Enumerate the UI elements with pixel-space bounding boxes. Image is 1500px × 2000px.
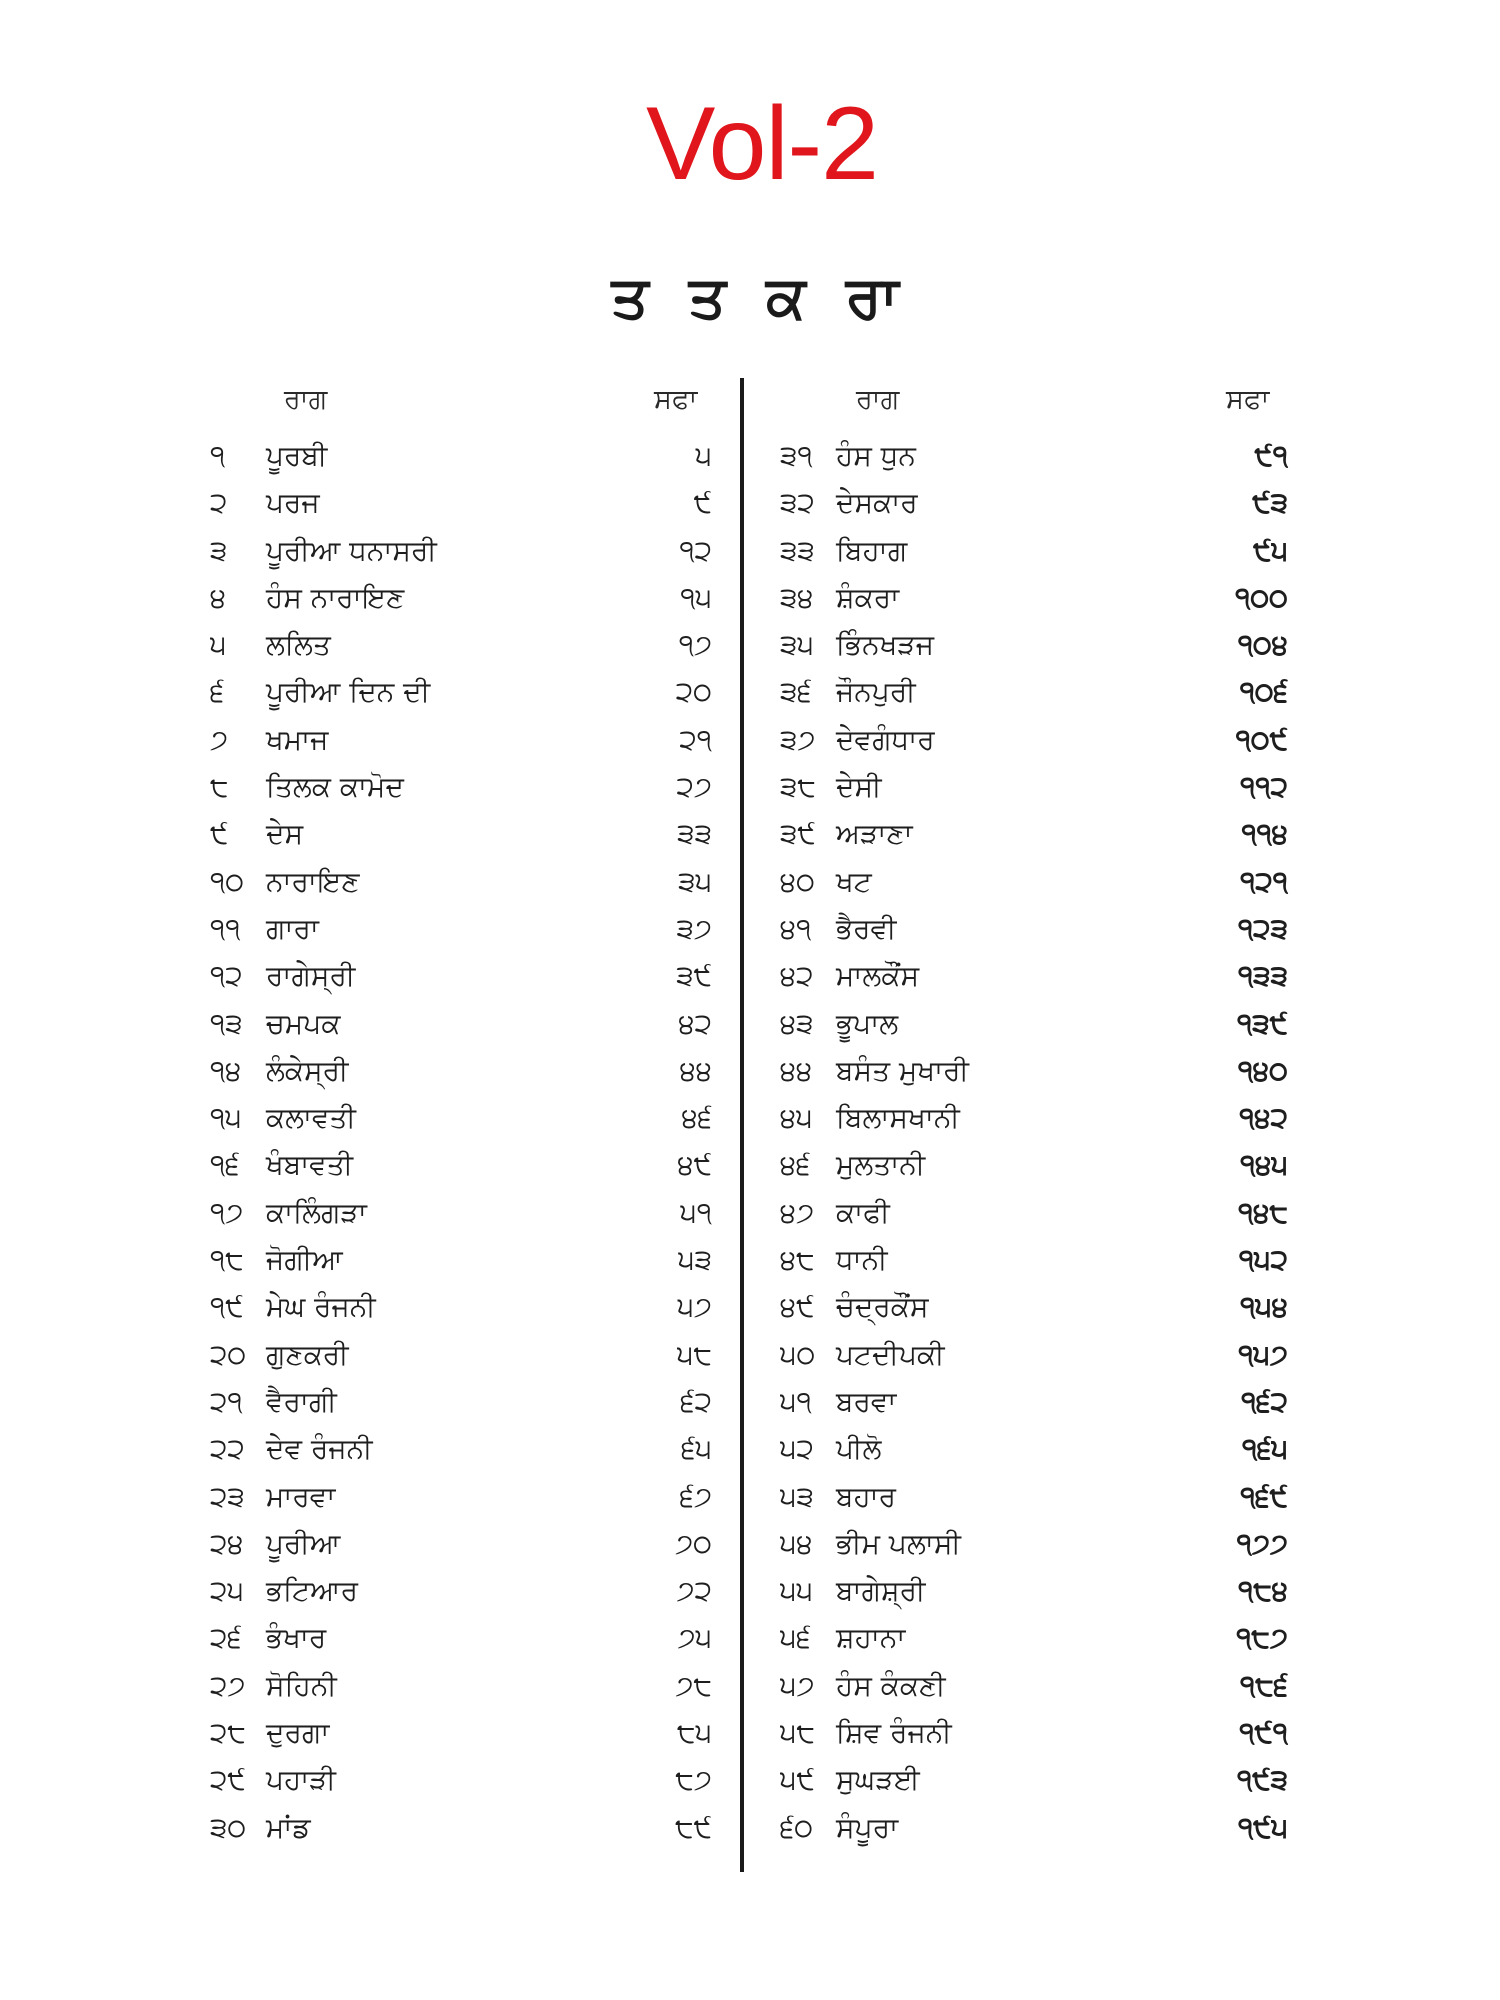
page-number: ੭੫ — [677, 1621, 712, 1655]
entry-number: ੪੯ — [780, 1290, 815, 1324]
entry-number: ੨੦ — [210, 1337, 247, 1371]
raag-name: ਭੀਮ ਪਲਾਸੀ — [836, 1526, 961, 1560]
index-entry — [210, 1141, 770, 1188]
entry-number: ੨੮ — [210, 1716, 246, 1750]
raag-name: ਬਹਾਰ — [836, 1479, 897, 1513]
index-entry — [780, 763, 1340, 810]
raag-name: ਲਲਿਤ — [266, 628, 331, 662]
page-number: ੧੦੪ — [1237, 628, 1288, 662]
page-number: ੫੧ — [680, 1195, 712, 1229]
index-entry — [780, 1756, 1340, 1803]
raag-name: ਤਿਲਕ ਕਾਮੋਦ — [266, 770, 404, 804]
index-entry — [780, 716, 1340, 763]
page-number: ੯ — [693, 486, 712, 520]
index-entry — [210, 1331, 770, 1378]
entry-number: ੩੯ — [780, 817, 816, 851]
entry-number: ੯ — [210, 817, 229, 851]
raag-name: ਖਟ — [836, 864, 872, 898]
index-entry — [210, 1662, 770, 1709]
entry-number: ੫੮ — [780, 1716, 816, 1750]
left-raag-header: ਰਾਗ — [284, 384, 328, 415]
page-number: ੨੭ — [676, 770, 712, 804]
page-number: ੩੩ — [677, 817, 712, 851]
raag-name: ਹੰਸ ਕੰਕਣੀ — [836, 1668, 946, 1702]
raag-name: ਭਿੰਨਖੜਜ — [836, 628, 935, 662]
page-number: ੧੭੭ — [1236, 1526, 1288, 1560]
page-number: ੧੭ — [678, 628, 712, 662]
index-entry — [780, 1331, 1340, 1378]
index-entry — [210, 1236, 770, 1283]
index-entry — [210, 716, 770, 763]
entry-number: ੪੧ — [780, 911, 812, 945]
index-entry — [210, 905, 770, 952]
page-number: ੬੨ — [680, 1384, 712, 1418]
index-entry — [780, 1236, 1340, 1283]
entry-number: ੨੭ — [210, 1668, 246, 1702]
index-entry — [210, 1567, 770, 1614]
index-entry — [210, 858, 770, 905]
index-entry — [210, 668, 770, 715]
page-number: ੩੭ — [676, 911, 712, 945]
index-entry — [210, 1000, 770, 1047]
index-entry — [210, 1520, 770, 1567]
entry-number: ੧੪ — [210, 1053, 242, 1087]
index-entry — [780, 621, 1340, 668]
entry-number: ੨੪ — [210, 1526, 244, 1560]
raag-name: ਮਾਲਕੌਂਸ — [836, 959, 920, 993]
left-index-list — [210, 432, 770, 1851]
page-number: ੭੨ — [676, 1574, 712, 1608]
index-entry — [210, 810, 770, 857]
entry-number: ੩੫ — [780, 628, 814, 662]
entry-number: ੧੩ — [210, 1006, 243, 1040]
index-entry — [780, 1425, 1340, 1472]
index-entry — [210, 1804, 770, 1851]
right-index-list — [780, 432, 1340, 1851]
page-number: ੧੯੧ — [1239, 1716, 1288, 1750]
page-number: ੧੫੨ — [1238, 1243, 1288, 1277]
raag-name: ਪੂਰੀਆ ਦਿਨ ਦੀ — [266, 675, 431, 709]
entry-number: ੫ — [210, 628, 227, 662]
entry-number: ੪੪ — [780, 1053, 813, 1087]
page-number: ੯੫ — [1253, 533, 1288, 567]
raag-name: ਗੁਣਕਰੀ — [266, 1337, 349, 1371]
index-entry — [210, 432, 770, 479]
entry-number: ੨੩ — [210, 1479, 245, 1513]
raag-name: ਦੁਰਗਾ — [266, 1716, 330, 1750]
raag-name: ਬਾਗੇਸ਼੍ਰੀ — [836, 1574, 926, 1608]
page-number: ੫ — [695, 439, 712, 472]
raag-name: ਖੰਬਾਵਤੀ — [266, 1148, 354, 1182]
raag-name: ਸੋਹਿਨੀ — [266, 1668, 337, 1702]
entry-number: ੧੯ — [210, 1290, 244, 1324]
entry-number: ੧੮ — [210, 1243, 244, 1277]
page-number: ੫੮ — [676, 1337, 712, 1371]
entry-number: ੨੫ — [210, 1574, 244, 1608]
entry-number: ੫੯ — [780, 1763, 815, 1797]
entry-number: ੪੨ — [780, 959, 814, 993]
page-number: ੩੫ — [678, 864, 712, 898]
raag-name: ਸੰਪੂਰਾ — [836, 1810, 899, 1844]
raag-name: ਮੇਘ ਰੰਜਨੀ — [266, 1290, 376, 1324]
page-number: ੪੨ — [678, 1006, 712, 1040]
entry-number: ੧ — [210, 439, 226, 472]
index-entry — [780, 1567, 1340, 1614]
page-number: ੯੩ — [1252, 486, 1288, 520]
page-number: ੧੩੯ — [1237, 1006, 1288, 1040]
page-number: ੧੬੨ — [1241, 1384, 1288, 1418]
entry-number: ੫੦ — [780, 1337, 816, 1371]
raag-name: ਹੰਸ ਨਾਰਾਇਣ — [266, 580, 405, 614]
index-entry — [780, 905, 1340, 952]
index-entry — [780, 810, 1340, 857]
raag-name: ਹੰਸ ਧੁਨ — [836, 439, 916, 472]
raag-name: ਜੌਨਪੁਰੀ — [836, 675, 916, 709]
entry-number: ੨ — [210, 486, 228, 520]
raag-name: ਭੂਪਾਲ — [836, 1006, 899, 1040]
entry-number: ੫੬ — [780, 1621, 811, 1655]
page-number: ੧੫ — [680, 580, 712, 614]
page-number: ੧੩੩ — [1237, 959, 1288, 993]
raag-name: ਦੇਵ ਰੰਜਨੀ — [266, 1432, 373, 1466]
page-number: ੪੪ — [679, 1053, 712, 1087]
index-entry — [780, 1283, 1340, 1330]
entry-number: ੨੬ — [210, 1621, 242, 1655]
page-number: ੭੮ — [675, 1668, 712, 1702]
index-entry — [210, 621, 770, 668]
page-number: ੮੯ — [675, 1810, 712, 1844]
raag-name: ਪਹਾੜੀ — [266, 1763, 336, 1797]
entry-number: ੫੭ — [780, 1668, 815, 1702]
index-entry — [780, 1614, 1340, 1661]
entry-number: ੪੩ — [780, 1006, 814, 1040]
entry-number: ੮ — [210, 770, 229, 804]
index-entry — [210, 763, 770, 810]
page-number: ੧੬੯ — [1240, 1479, 1288, 1513]
index-entry — [780, 432, 1340, 479]
index-entry — [210, 1094, 770, 1141]
index-entry — [780, 1520, 1340, 1567]
page-number: ੬੭ — [679, 1479, 712, 1513]
raag-name: ਭੈਰਵੀ — [836, 911, 897, 945]
entry-number: ੩੬ — [780, 675, 812, 709]
entry-number: ੩੦ — [210, 1810, 247, 1844]
index-entry — [780, 1804, 1340, 1851]
index-entry — [780, 1047, 1340, 1094]
raag-name: ਦੇਵਗੰਧਾਰ — [836, 722, 935, 756]
page-number: ੧੦੦ — [1235, 580, 1288, 614]
entry-number: ੨੯ — [210, 1763, 246, 1797]
raag-name: ਦੇਸੀ — [836, 770, 882, 804]
index-entry — [780, 1662, 1340, 1709]
entry-number: ੧੦ — [210, 864, 245, 898]
raag-name: ਲੰਕੇਸ੍ਰੀ — [266, 1053, 349, 1087]
entry-number: ੧੨ — [210, 959, 243, 993]
index-entry — [210, 1473, 770, 1520]
page-number: ੧੪੫ — [1240, 1148, 1288, 1182]
index-entry — [210, 1709, 770, 1756]
raag-name: ਦੇਸਕਾਰ — [836, 486, 918, 520]
page-number: ੫੩ — [678, 1243, 712, 1277]
page-number: ੧੧੨ — [1240, 770, 1288, 804]
raag-name: ਮਾਰਵਾ — [266, 1479, 336, 1513]
page-number: ੧੮੪ — [1238, 1574, 1288, 1608]
raag-name: ਧਾਨੀ — [836, 1243, 888, 1277]
index-entry — [210, 1614, 770, 1661]
raag-name: ਪੂਰੀਆ — [266, 1526, 341, 1560]
entry-number: ੧੬ — [210, 1148, 240, 1182]
page-number: ੨੧ — [679, 722, 712, 756]
raag-name: ਗਾਰਾ — [266, 911, 319, 945]
raag-name: ਪਟਦੀਪਕੀ — [836, 1337, 945, 1371]
entry-number: ੫੩ — [780, 1479, 814, 1513]
page-number: ੮੭ — [675, 1763, 712, 1797]
index-entry — [780, 527, 1340, 574]
raag-name: ਭੰਖਾਰ — [266, 1621, 327, 1655]
page-number: ੧੦੯ — [1235, 722, 1288, 756]
index-entry — [210, 479, 770, 526]
raag-name: ਕਲਾਵਤੀ — [266, 1101, 356, 1135]
entry-number: ੫੫ — [780, 1574, 813, 1608]
index-entry — [210, 1283, 770, 1330]
raag-name: ਸੁਘੜਈ — [836, 1763, 920, 1797]
index-entry — [210, 1047, 770, 1094]
page-number: ੧੪੮ — [1238, 1195, 1288, 1229]
raag-name: ਦੇਸ — [266, 817, 304, 851]
page-number: ੪੬ — [681, 1101, 712, 1135]
index-entry — [210, 1425, 770, 1472]
raag-name: ਕਾਫੀ — [836, 1195, 890, 1229]
index-entry — [780, 1378, 1340, 1425]
page-number: ੧੯੫ — [1237, 1810, 1288, 1844]
entry-number: ੩੭ — [780, 722, 816, 756]
index-entry — [780, 1094, 1340, 1141]
index-entry — [210, 574, 770, 621]
index-entry — [780, 668, 1340, 715]
page-number: ੧੦੬ — [1239, 675, 1288, 709]
raag-name: ਕਾਲਿੰਗੜਾ — [266, 1195, 367, 1229]
page-number: ੬੫ — [681, 1432, 712, 1466]
volume-title: Vol-2 — [645, 86, 879, 202]
raag-name: ਚੰਦ੍ਰਕੌਂਸ — [836, 1290, 929, 1324]
raag-name: ਬਿਲਾਸਖਾਨੀ — [836, 1101, 960, 1135]
raag-name: ਰਾਗੇਸ੍ਰੀ — [266, 959, 356, 993]
raag-name: ਖਮਾਜ — [266, 722, 329, 756]
entry-number: ੩੪ — [780, 580, 814, 614]
raag-name: ਭਟਿਆਰ — [266, 1574, 358, 1608]
index-entry — [780, 1000, 1340, 1047]
raag-name: ਬਿਹਾਗ — [836, 533, 908, 567]
raag-name: ਮਾਂਡ — [266, 1810, 311, 1844]
page-number: ੧੨ — [679, 533, 712, 567]
page-number: ੩੯ — [676, 959, 712, 993]
entry-number: ੪੬ — [780, 1148, 811, 1182]
entry-number: ੨੨ — [210, 1432, 245, 1466]
page-number: ੧੧੪ — [1241, 817, 1288, 851]
index-entry — [780, 1473, 1340, 1520]
page-number: ੧੫੭ — [1238, 1337, 1288, 1371]
entry-number: ੪੮ — [780, 1243, 815, 1277]
index-entry — [780, 858, 1340, 905]
entry-number: ੧੭ — [210, 1195, 244, 1229]
raag-name: ਮੁਲਤਾਨੀ — [836, 1148, 926, 1182]
right-page-header: ਸਫਾ — [1226, 384, 1270, 415]
raag-name: ਅੜਾਣਾ — [836, 817, 913, 851]
entry-number: ੭ — [210, 722, 229, 756]
entry-number: ੫੨ — [780, 1432, 814, 1466]
index-entry — [780, 574, 1340, 621]
page-number: ੧੮੬ — [1240, 1668, 1288, 1702]
page-number: ੧੬੫ — [1242, 1432, 1288, 1466]
page-number: ੯੧ — [1254, 439, 1288, 472]
entry-number: ੬੦ — [780, 1810, 814, 1844]
index-entry — [780, 1709, 1340, 1756]
page-number: ੧੪੨ — [1239, 1101, 1288, 1135]
index-entry — [780, 1189, 1340, 1236]
index-title: ਤ ਤ ਕ ਰਾ — [611, 263, 909, 331]
entry-number: ੪੦ — [780, 864, 815, 898]
page-number: ੪੯ — [677, 1148, 712, 1182]
raag-name: ਬਰਵਾ — [836, 1384, 897, 1418]
raag-name: ਨਾਰਾਇਣ — [266, 864, 360, 898]
entry-number: ੩੩ — [780, 533, 815, 567]
index-entry — [210, 1756, 770, 1803]
right-raag-header: ਰਾਗ — [856, 384, 900, 415]
entry-number: ੩੧ — [780, 439, 813, 472]
index-entry — [780, 1141, 1340, 1188]
entry-number: ੫੪ — [780, 1526, 813, 1560]
entry-number: ੧੧ — [210, 911, 241, 945]
page-number: ੧੯੩ — [1237, 1763, 1288, 1797]
raag-name: ਪੂਰਬੀ — [266, 439, 328, 472]
page-number: ੧੫੪ — [1240, 1290, 1288, 1324]
page-number: ੧੨੩ — [1237, 911, 1288, 945]
index-entry — [210, 952, 770, 999]
index-entry — [210, 1378, 770, 1425]
raag-name: ਪੂਰੀਆ ਧਨਾਸਰੀ — [266, 533, 437, 567]
raag-name: ਸ਼ੰਕਰਾ — [836, 580, 900, 614]
page-number: ੭੦ — [675, 1526, 712, 1560]
entry-number: ੪੫ — [780, 1101, 813, 1135]
entry-number: ੪ — [210, 580, 227, 614]
index-entry — [210, 527, 770, 574]
raag-name: ਪਰਜ — [266, 486, 320, 520]
page-number: ੧੮੭ — [1236, 1621, 1288, 1655]
raag-name: ਚਮਪਕ — [266, 1006, 341, 1040]
entry-number: ੩ — [210, 533, 228, 567]
page-number: ੧੨੧ — [1240, 864, 1288, 898]
raag-name: ਸ਼ਹਾਨਾ — [836, 1621, 906, 1655]
raag-name: ਪੀਲੋ — [836, 1432, 882, 1466]
raag-name: ਬਸੰਤ ਮੁਖਾਰੀ — [836, 1053, 969, 1087]
index-entry — [780, 952, 1340, 999]
entry-number: ੧੫ — [210, 1101, 242, 1135]
raag-name: ਸ਼ਿਵ ਰੰਜਨੀ — [836, 1716, 952, 1750]
entry-number: ੩੮ — [780, 770, 816, 804]
index-entry — [210, 1189, 770, 1236]
entry-number: ੬ — [210, 675, 225, 709]
page-number: ੨੦ — [675, 675, 712, 709]
left-page-header: ਸਫਾ — [654, 384, 698, 415]
entry-number: ੨੧ — [210, 1384, 243, 1418]
raag-name: ਵੈਰਾਗੀ — [266, 1384, 337, 1418]
entry-number: ੩੨ — [780, 486, 815, 520]
raag-name: ਜੋਗੀਆ — [266, 1243, 343, 1277]
index-entry — [780, 479, 1340, 526]
page-number: ੧੪੦ — [1237, 1053, 1288, 1087]
page-number: ੮੫ — [676, 1716, 712, 1750]
page-number: ੫੭ — [677, 1290, 712, 1324]
entry-number: ੫੧ — [780, 1384, 812, 1418]
entry-number: ੪੭ — [780, 1195, 815, 1229]
